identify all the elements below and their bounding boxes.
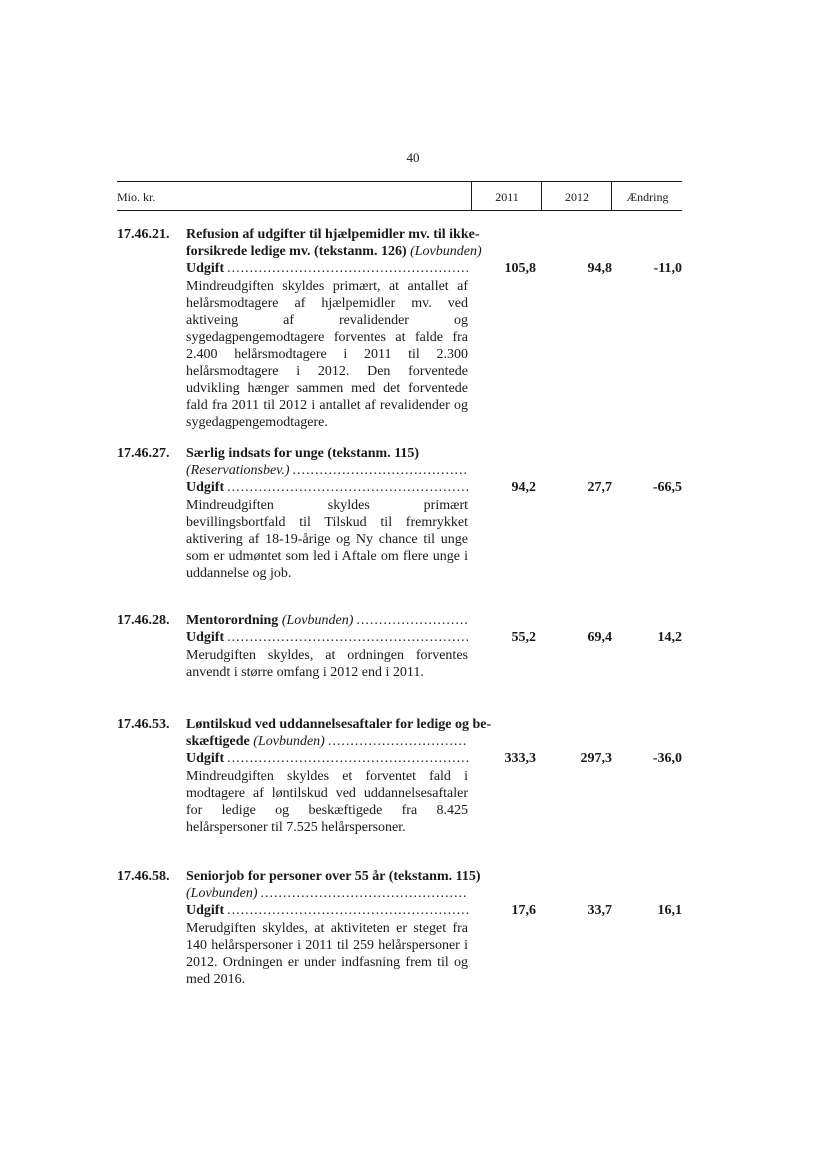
value-2012: 94,8 [587, 261, 612, 276]
value-change: -36,0 [652, 751, 682, 766]
entry-code: 17.46.27. [117, 446, 170, 461]
value-2012: 297,3 [580, 751, 612, 766]
value-2011: 55,2 [511, 630, 536, 645]
page-number: 40 [406, 150, 420, 165]
entry-description: Merudgiften skyldes, at ordningen forventes anvendt i større omfang i 2012 end i 2011. [186, 648, 468, 680]
udgift-label: Udgift [186, 630, 225, 645]
entry-title [186, 226, 572, 243]
value-2012: 69,4 [587, 630, 612, 645]
entry-title [186, 716, 572, 733]
entry-description: Mindreudgiften skyldes et forventet fald i modtagere af løntilskud ved uddannelsesaftaler for ledige og beskæftigede fra 8.425 helårspersoner til 7.525 helårspersoner. [186, 769, 468, 835]
udgift-label: Udgift [186, 480, 225, 495]
udgift-line [186, 260, 468, 277]
entry-body [186, 716, 572, 836]
value-2012: 27,7 [587, 480, 612, 495]
entry-title-line: Seniorjob for personer over 55 år (tekstanm. 115) [186, 869, 481, 884]
entry-code: 17.46.58. [117, 869, 170, 884]
entry-law-status: (Lovbunden) [253, 734, 325, 749]
column-2012: 2012 [541, 182, 612, 210]
entry-title-line: Løntilskud ved uddannelsesaftaler for ledige og be- [186, 717, 492, 732]
udgift-line [186, 750, 468, 767]
entry-title-line: Refusion af udgifter til hjælpemidler mv. til ikke- [186, 227, 480, 242]
entry-code: 17.46.21. [117, 227, 170, 242]
entry-description: Mindreudgiften skyldes primært, at antallet af helårsmodtagere af hjælpemidler mv. ved aktiveing af revalidender og sygedagpengemodtagere forventes at falde fra 2.400 helårsmodtagere i 2011 til 2.300 helårsmodtagere i 2012. Den forventede udvikling hænger sammen med det forventede fald fra 2011 til 2012 i antallet af revalidender og sygedagpengemodtagere. [186, 279, 468, 430]
value-change: -11,0 [653, 261, 682, 276]
entry-title [186, 445, 572, 462]
value-2011: 17,6 [511, 903, 536, 918]
entry-body [186, 226, 572, 431]
entry-title [186, 733, 468, 750]
entry-title [186, 243, 572, 260]
udgift-label: Udgift [186, 261, 225, 276]
entry-description: Mindreudgiften skyldes primært bevillingsbortfald til Tilskud til fremrykket aktivering af 18-19-årige og Ny chance til unge som er udmøntet som led i Aftale om flere unge i uddannelse og job. [186, 498, 468, 581]
udgift-line [186, 479, 468, 496]
entry-law-status: (Lovbunden) [281, 613, 354, 628]
udgift-line [186, 902, 468, 919]
value-change: 14,2 [657, 630, 682, 645]
entry-law-status: (Reservationsbev.) [186, 463, 290, 478]
entry-title-line: Særlig indsats for unge (tekstanm. 115) [186, 446, 420, 461]
entry-law-status: (Lovbunden) [410, 244, 482, 259]
value-2011: 105,8 [504, 261, 536, 276]
entry-title [186, 868, 572, 885]
entry-title [186, 612, 468, 629]
value-2011: 94,2 [511, 480, 536, 495]
entry-title-line: forsikrede ledige mv. (tekstanm. 126) [186, 244, 407, 259]
udgift-line [186, 629, 468, 646]
column-2011: 2011 [471, 182, 542, 210]
entry-description: Merudgiften skyldes, at aktiviteten er steget fra 140 helårspersoner i 2011 til 259 helårspersoner i 2012. Ordningen er under indfasning frem til og med 2016. [186, 921, 468, 987]
value-change: -66,5 [652, 480, 682, 495]
entry-code: 17.46.53. [117, 717, 170, 732]
column-change: Ændring [611, 182, 683, 210]
entry-body [186, 612, 572, 681]
entry-title-line: Mentorordning [186, 613, 279, 628]
value-2011: 333,3 [504, 751, 536, 766]
entry-body [186, 868, 572, 988]
entry-law-status-line [186, 885, 468, 902]
entry-law-status-line [186, 462, 468, 479]
entry-law-status: (Lovbunden) [186, 886, 258, 901]
value-2012: 33,7 [587, 903, 612, 918]
entry-title-line: skæftigede [186, 734, 250, 749]
table-header [117, 181, 682, 211]
entry-code: 17.46.28. [117, 613, 170, 628]
value-change: 16,1 [657, 903, 682, 918]
entry-body [186, 445, 572, 582]
unit-label: Mio. kr. [117, 190, 156, 204]
udgift-label: Udgift [186, 751, 225, 766]
udgift-label: Udgift [186, 903, 225, 918]
